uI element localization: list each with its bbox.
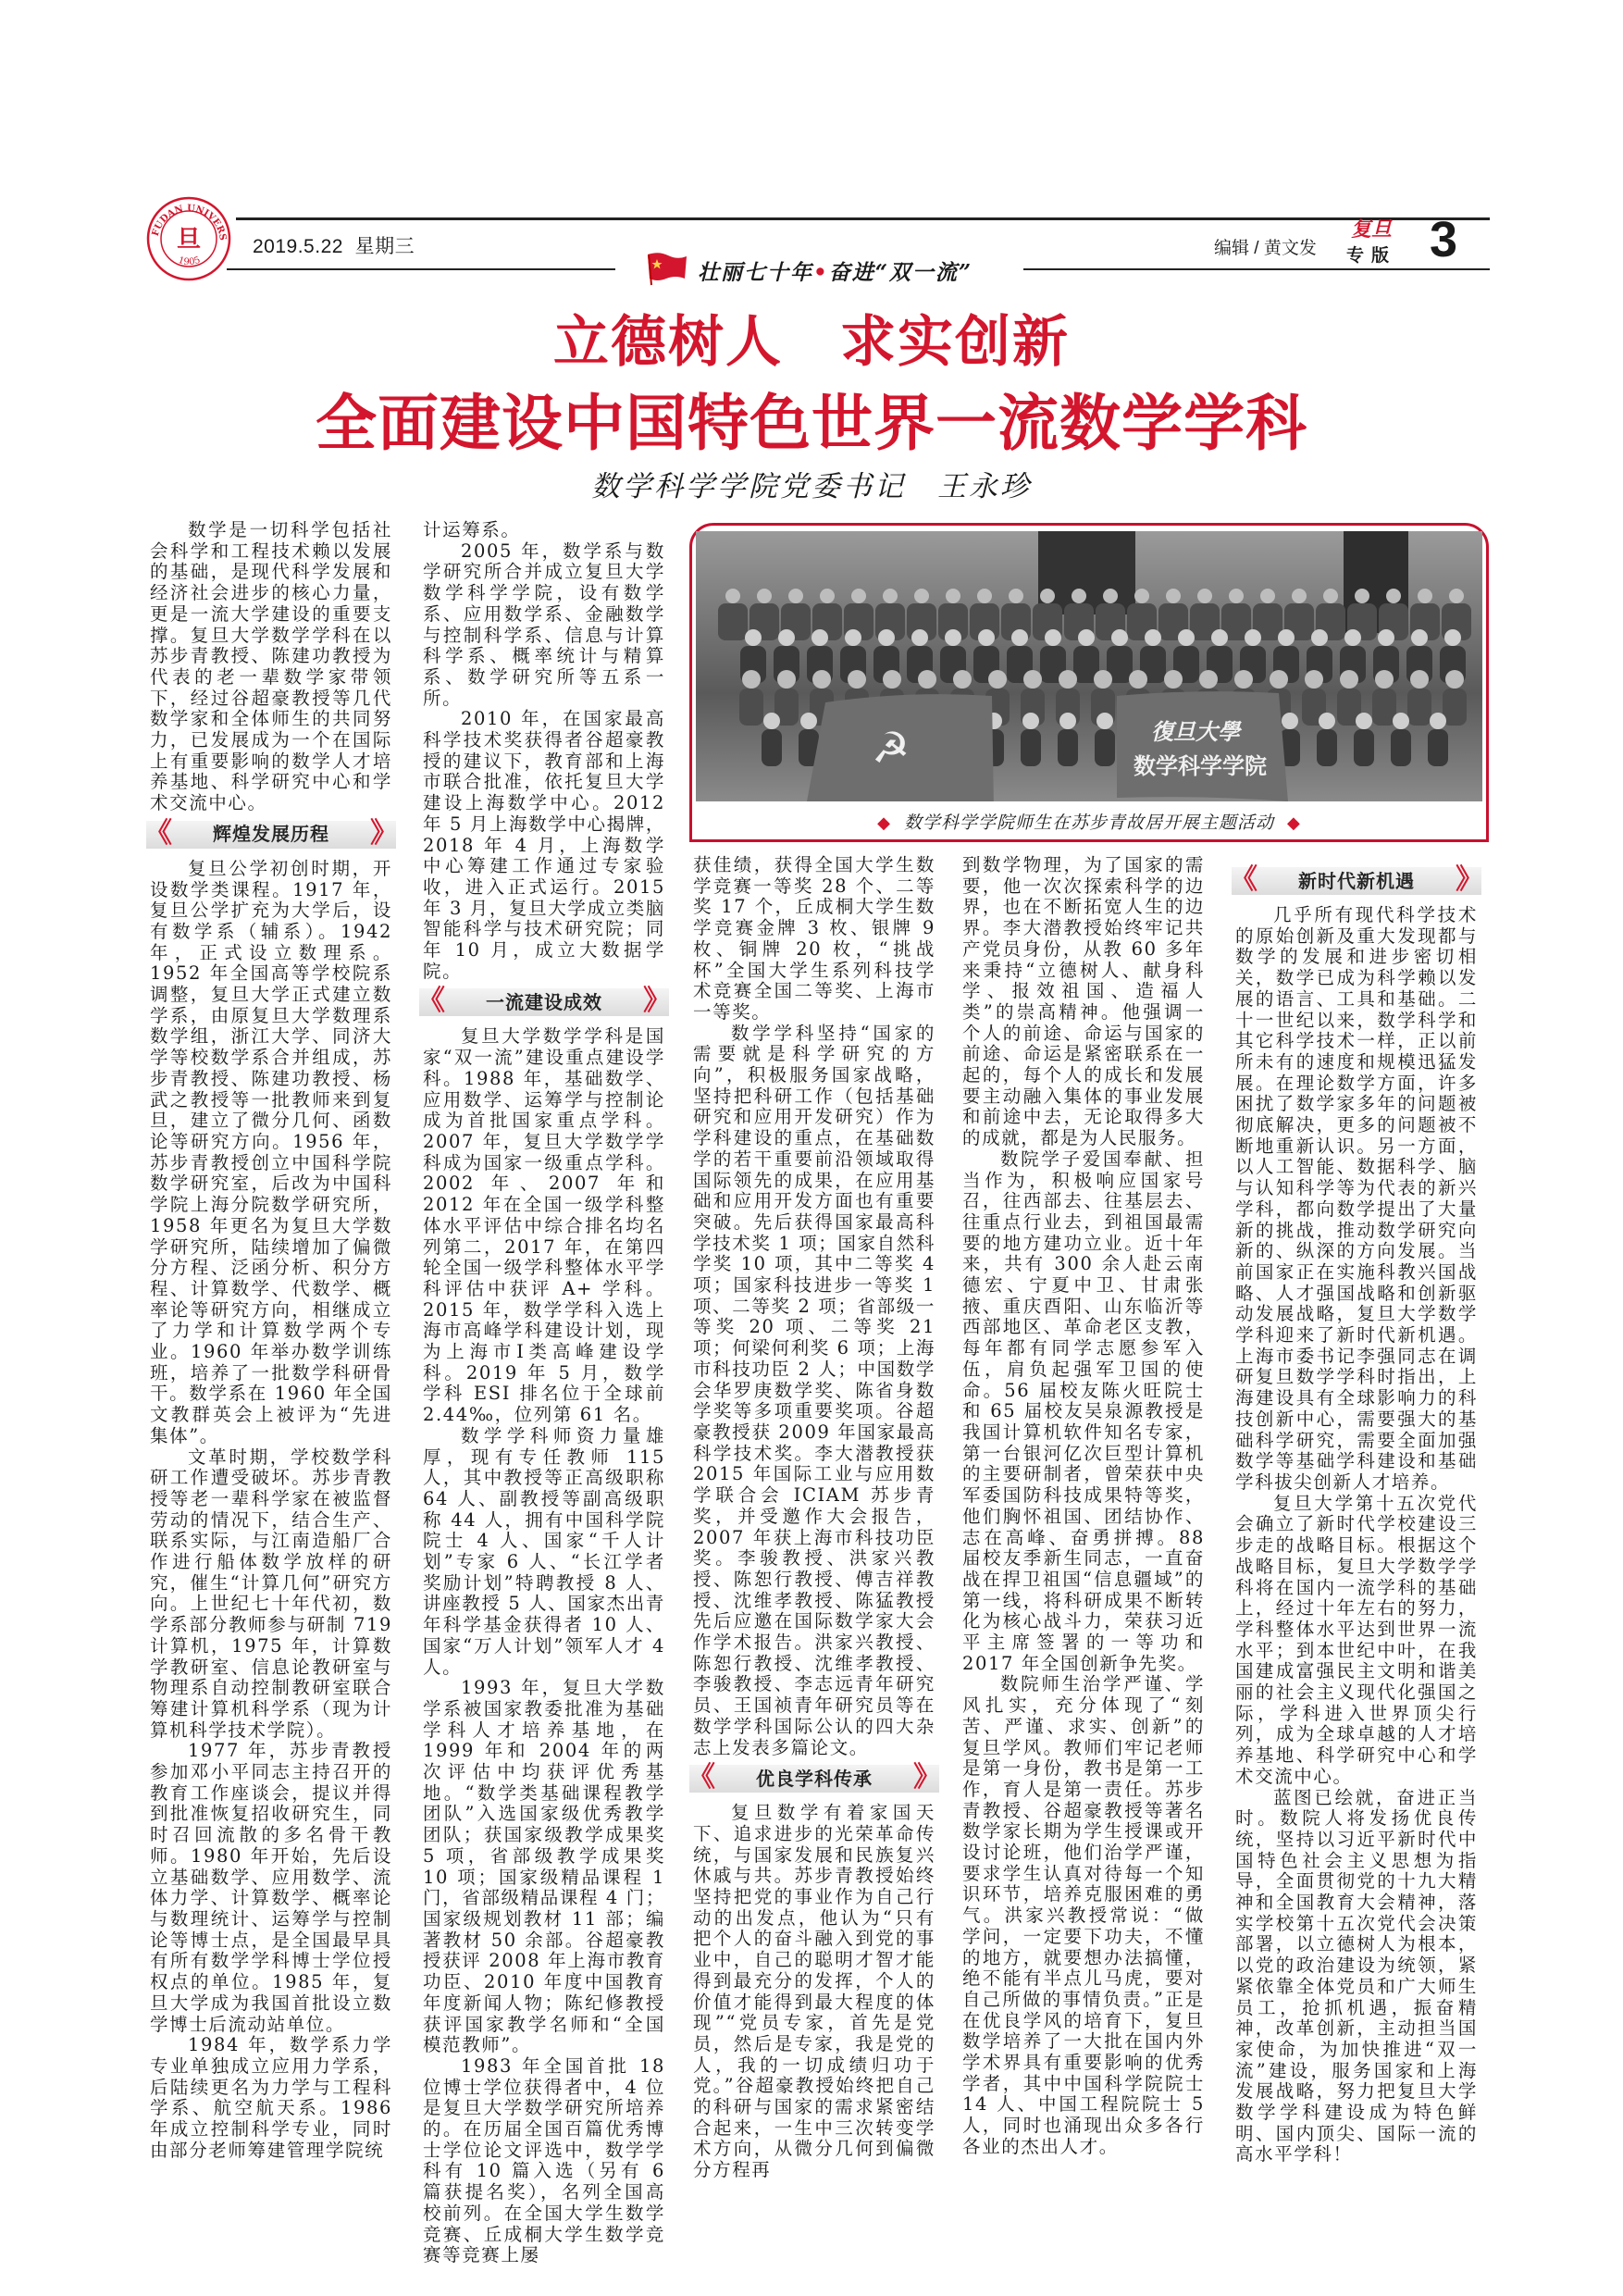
person-body [1095,729,1115,766]
person-head [1166,589,1181,603]
article-paragraph: 复旦大学第十五次党代会确立了新时代学校建设三步走的战略目标。根据这个战略目标，复旦大学数学学科将在国内一流学科的基础上，经过十年左右的努力，学科整体水平达到世界一流水平；到本世纪中叶，在我国建成富强民主文明和谐美丽的社会主义现代化强国之际，学科进入世界顶尖行列，成为全球卓越的人才培养基地、科学研究中心和学术交流中心。 [1235,1492,1478,1787]
article-paragraph: 复旦公学初创时期，开设数学类课程。1917 年，复旦公学扩充为大学后，设有数学系（辅系）。1942 年，正式设立数理系。1952 年全国高等学校院系调整，复旦大学正式建立数学系，由原复旦大学数理系数学组，浙江大学、同济大学等校数学系合并组成，苏步青教授、陈建功教授、杨武之教授等一批教师来到复旦，建立了微分几何、函数论等研究方向。1956 年，苏步青教授创立中国科学院数学研究室，后改为中国科学院上海分院数学研究所，1958 年更名为复旦大学数学研究所，陆续增加了偏微分方程、泛函分析、积分方程、计算数学、代数学、概率论等研究方向，相继成立了力学和计算数学两个专业。1960 年举办数学训练班，培养了一批数学科研骨干。数学系在 1960 年全国文教群英会上被评为“先进集体”。 [150,857,392,1446]
photo-caption: ◆ 数学科学学院师生在苏步青故居开展主题活动 ◆ [877,813,1301,833]
double-chevron-right-icon: 》 [913,1761,935,1794]
person-head [1145,629,1161,646]
header-rule-left [227,268,615,270]
person-body [718,603,748,640]
section-header [144,816,396,850]
person-head [788,589,803,603]
diamond-icon: ◆ [877,813,891,833]
article-paragraph: 1984 年，数学系力学专业单独成立应用力学系，后陆续更名为力学与工程科学系、航空航天系。1986 年成立控制科学专业，同时由部分老师筹建管理学院统 [150,2034,392,2161]
university-seal-logo [146,196,231,281]
article-paragraph: 1983 年全国首批 18 位博士学位获得者中，4 位是复旦大学数学研究所培养的。在历届全国百篇优秀博士学位论文评选中，数学学科有 10 篇入选（另有 6 篇获提名奖），名列全国高校前列。在全国大学生数学竞赛、丘成桐大学生数学竞赛等竞赛上屡 [423,2054,665,2266]
section-header [688,1761,939,1794]
person-head [1234,670,1253,689]
article-paragraph: 1977 年，苏步青教授参加邓小平同志主持召开的教育工作座谈会，提议并得到批准恢复招收研究生，同时召回流散的多名骨干教师。1980 年开始，先后设立基础数学、应用数学、流体力学、计算数学、概率论与数理统计、运筹学与控制论等博士点，是全国最早具有所有数学学科博士学位授权点的单位。1985 年，复旦大学成为我国首批设立数学博士后流动站单位。 [150,1740,392,2035]
person-head [1344,629,1361,646]
person-head [812,670,831,689]
person-body [762,729,782,766]
person-head [742,670,761,689]
person-head [1059,713,1076,729]
person-head [1292,589,1307,603]
person-head [820,589,835,603]
article-paragraph: 复旦大学数学学科是国家“双一流”建设重点建设学科。1988 年，基础数学、应用数学、运筹学与控制论成为首批国家重点学科。2007 年，复旦大学数学学科成为国家一级重点学科。2002 年、2007 年和 2012 年在全国一级学科整体水平评估中综合排名均名列第二，2017 年，在第四轮全国一级学科整体水平学科评估中获评 A+ 学科。2015 年，数学学科入选上海市高峰学科建设计划，现为上海市Ⅰ类高峰建设学科。2019 年 5 月，数学学科 ESI 排名位于全球前 2.44‰，位列第 61 名。 [423,1025,665,1426]
person-head [1059,670,1077,689]
person-head [953,670,972,689]
person-head [1449,589,1464,603]
article-paragraph: 数院学子爱国奉献、担当作为，积极响应国家号召，往西部去、往基层去、往重点行业去，到祖国最需要的地方建功立业。近十年来，共有 300 余人赴云南德宏、宁夏中卫、甘肃张掖、重庆酉阳、山东临沂等西部地区、革命老区支教，每年都有同学志愿参军入伍，肩负起强军卫国的使命。56 届校友陈火旺院士和 65 届校友吴泉源教授是我国计算机软件知名专家，第一台银河亿次巨型计算机的主要研制者，曾荣获中央军委国防科技成果特等奖，他们胸怀祖国、团结协作、志在高峰、奋勇拼搏。88 届校友季新生同志，一直奋战在捍卫祖国“信息疆域”的第一线，将科研成果不断转化为核心战斗力，荣获习近平主席签署的一等功和 2017 年全国创新争先奖。 [962,1148,1205,1674]
person-head [878,629,895,646]
article-paragraph: 数学学科坚持“国家的需要就是科学研究的方向”，积极服务国家战略，坚持把科研工作（包括基础研究和应用开发研究）作为学科建设的重点，在基础数学的若干重要前沿领域取得国际领先的成果，在应用基础和应用开发方面也有重要突破。先后获得国家最高科学技术奖 1 项；国家自然科学奖 10 项，其中二等奖 4 项；国家科技进步一等奖 1 项、二等奖 2 项；省部级一等奖 20 项、二等奖 21 项；何梁何利奖 6 项；上海市科技功臣 2 人；中国数学会华罗庚数学奖、陈省身数学奖等多项重要奖项。谷超豪教授获 2009 年国家最高科学技术奖。李大潜教授获 2015 年国际工业与应用数学联合会 ICIAM 苏步青奖，并受邀作大会报告，2007 年获上海市科技功臣奖。李骏教授、洪家兴教授、陈恕行教授、傅吉祥教授、沈维孝教授、陈猛教授先后应邀在国际数学家大会作学术报告。洪家兴教授、陈恕行教授、沈维孝教授、李骏教授、李志远青年研究员、王国祯青年研究员等在数学学科国际公认的四大杂志上发表多篇论文。 [693,1022,935,1758]
person-head [978,629,995,646]
person-head [848,670,866,689]
person-head [1178,629,1195,646]
person-head [1023,670,1042,689]
double-chevron-left-icon: 《 [144,816,167,850]
person-head [1270,670,1288,689]
person-head [1393,713,1409,729]
page-number: 3 [1430,212,1458,267]
person-head [800,713,817,729]
person-head [1011,629,1028,646]
person-head [812,629,828,646]
person-head [988,670,1007,689]
person-head [725,589,740,603]
article-paragraph: 几乎所有现代科学技术的原始创新及重大发现都与数学的发展和进步密切相关，数学已成为科学赖以发展的语言、工具和基础。二十一世纪以来，数学科学和其它科学技术一样，正以前所未有的速度和规模迅猛发展。在理论数学方面，许多困扰了数学家多年的问题被彻底解决，更多的问题被不断地重新认识。另一方面，以人工智能、数据科学、脑与认知科学等为代表的新兴学科，都向数学提出了大量新的挑战，推动数学研究向新的、纵深的方向发展。当前国家正在实施科教兴国战略、人才强国战略和创新驱动发展战略，复旦大学数学学科迎来了新时代新机遇。上海市委书记李强同志在调研复旦数学学科时指出，上海建设具有全球影响力的科技创新中心，需要强大的基础科学研究，需要全面加强数学等基础学科建设和基础学科拔尖创新人才培养。 [1235,904,1478,1493]
article-column-5 [1230,861,1478,2166]
article-paragraph: 2010 年，在国家最高科学技术奖获得者谷超豪教授的建议下，教育部和上海市联合批准，依托复旦大学建设上海数学中心。2012 年 5 月上海数学中心揭牌，2018 年 4 月，上海数学中心筹建工作通过专家验收，进入正式运行。2015 年 3 月，复旦大学成立类脑智能科学与技术研究院；同年 10 月，成立大数据学院。 [423,708,665,982]
headline-line-2: 全面建设中国特色世界一流数学学科 [316,388,1307,459]
person-head [1444,629,1461,646]
person-body [1354,729,1374,766]
person-head [1319,713,1335,729]
section-title: 辉煌发展历程 [213,823,329,846]
person-head [763,713,780,729]
double-chevron-right-icon: 》 [643,985,665,1018]
article-paragraph: 获佳绩，获得全国大学生数学竞赛一等奖 28 个、二等奖 17 个，丘成桐大学生数学竞赛金牌 3 枚、银牌 9 枚、铜牌 20 枚，“挑战杯”全国大学生系列科技学术竞赛全国二等奖、上海市一等奖。 [693,854,935,1023]
section-title: 优良学科传承 [756,1767,873,1790]
person-head [1164,670,1183,689]
person-head [911,629,928,646]
headline-line-1: 立德树人 求实创新 [553,310,1070,375]
person-head [851,589,866,603]
person-head [1040,589,1055,603]
person-head [1323,589,1338,603]
person-body [1317,729,1337,766]
svg-text:復旦大學: 復旦大學 [1151,718,1240,745]
person-head [777,670,796,689]
article-paragraph: 复旦数学有着家国天下、追求进步的光荣革命传统，与国家发展和民族复兴休戚与共。苏步青教授始终坚持把党的事业作为自己行动的出发点，他认为“只有把个人的奋斗融入到党的事业中，自己的聪明才智才能得到最充分的发挥，个人的价值才能得到最大程度的体现”“党员专家，首先是党员，然后是专家，我是党的人，我的一切成绩归功于党。”谷超豪教授始终把自己的科研与国家的需求紧密结合起来，一生中三次转变学术方向，从微分几何到偏微分方程再 [693,1802,935,2181]
person-head [1356,713,1372,729]
group-photo [696,531,1482,801]
edition-label: 复旦 专版 [1345,217,1396,266]
person-head [918,670,936,689]
svg-text:数学科学学院: 数学科学学院 [1134,753,1267,779]
article-paragraph: 计运筹系。 [423,519,521,540]
person-body [1407,689,1431,726]
party-flag [807,694,994,801]
article-column-2 [417,519,665,2266]
photo-frame [689,523,1489,842]
person-head [1078,629,1095,646]
section-title: 新时代新机遇 [1298,869,1415,892]
article-column-1 [144,519,392,2161]
double-chevron-left-icon: 《 [688,1761,710,1794]
person-head [1386,589,1401,603]
person-head [945,629,961,646]
article-paragraph: 到数学物理，为了国家的需要，他一次次探索科学的边界，也在不断拓宽人生的边界。李大潜教授始终牢记共产党员身份，从教 60 多年来秉持“立德树人、献身科学、报效祖国、造福人类”的崇高精神。他强调一个人的前途、命运与国家的前途、命运是紧密联系在一起的，每个人的成长和发展要主动融入集体的事业发展和前途中去，无论取得多大的成就，都是为人民服务。 [962,854,1205,1149]
person-head [757,589,772,603]
article-paragraph: 2005 年，数学系与数学研究所合并成立复旦大学数学科学学院，设有数学系、应用数学系、金融数学与控制科学系、信息与计算科学系、概率统计与精算系、数学研究所等五系一所。 [423,540,665,709]
person-head [1096,713,1113,729]
header-rule-right [1022,268,1490,270]
diamond-icon: ◆ [1287,813,1301,833]
person-head [1418,589,1432,603]
person-head [778,629,795,646]
issue-date: 2019.5.22 星期三 [253,236,415,257]
person-head [1430,713,1446,729]
person-head [1009,589,1023,603]
article-paragraph: 1993 年，复旦大学数学系被国家教委批准为基础学科人才培养基地，在 1999 年和 2004 年的两次评估中均获评优秀基地。“数学类基础课程教学团队”入选国家级优秀教学团队；获国家级教学成果奖 5 项，省部级教学成果奖 10 项；国家级精品课程 1 门，省部级精品课程 4 门；国家级规划教材 11 部；编著教材 50 余部。谷超豪教授获评 2008 年上海市教育功臣、2010 年度中国教育年度新闻人物；陈纪修教授获评国家教学名师和“全国模范教师”。 [423,1677,665,2056]
person-head [883,589,898,603]
section-title: 一流建设成效 [486,991,602,1014]
person-head [1411,629,1428,646]
article-paragraph: 文革时期，学校数学科研工作遭受破坏。苏步青教授等老一辈科学家在被监督劳动的情况下，结合生产、联系实际，与江南造船厂合作进行船体数学放样的研究，催生“计算几何”研究方向。上世纪七十年代初，数学系部分教师参与研制 719 计算机，1975 年，计算数学教研室、信息论教研室与物理系自动控制教研室联合筹建计算机科学系（现为计算机科学技术学院）。 [150,1446,392,1741]
person-head [1410,670,1429,689]
article-column-3 [688,854,935,2181]
person-head [1045,629,1061,646]
person-head [1022,713,1039,729]
person-head [1229,589,1244,603]
double-chevron-right-icon: 》 [370,816,392,850]
person-head [1375,670,1394,689]
person-head [1197,589,1212,603]
hammer-sickle-icon: ☭ [872,723,911,773]
person-head [1305,670,1323,689]
person-head [977,589,992,603]
person-head [1282,713,1298,729]
svg-text:FUDAN UNIVERSITY: FUDAN UNIVERS [150,203,229,242]
college-flag [1117,691,1288,801]
person-head [1260,589,1275,603]
person-body [1058,729,1078,766]
person-head [1094,670,1112,689]
article-column-4 [962,855,1205,2158]
section-header [417,985,669,1018]
person-head [1378,629,1394,646]
person-body [739,689,763,726]
person-head [745,629,762,646]
person-body [1428,729,1448,766]
person-head [1340,670,1358,689]
person-body [1391,729,1411,766]
anniversary-banner: 壮丽七十年•奋进“双一流” [638,252,1023,289]
svg-text:旦: 旦 [176,226,202,254]
person-body [1021,729,1041,766]
editor-credit: 编辑 / 黄文发 [1214,239,1317,258]
person-head [1355,589,1369,603]
double-chevron-left-icon: 《 [1230,863,1252,896]
byline: 数学科学学院党委书记 王永珍 [591,470,1032,503]
person-head [1278,629,1295,646]
top-rule [236,217,1490,220]
person-head [1103,589,1118,603]
person-head [1211,629,1228,646]
person-head [946,589,960,603]
person-head [1445,670,1464,689]
person-head [1072,589,1086,603]
svg-text:1905: 1905 [177,254,202,268]
article-paragraph: 数院师生治学严谨、学风扎实，充分体现了“刻苦、严谨、求实、创新”的复旦学风。教师们牢记老师是第一身份，教书是第一工作，育人是第一责任。苏步青教授、谷超豪教授等著名数学家长期为学生授课或开设讨论班，他们治学严谨，要求学生认真对待每一个知识环节，培养克服困难的勇气。洪家兴教授常说：“做学问，一定要下功夫，不懂的地方，就要想办法搞懂，绝不能有半点儿马虎，要对自己所做的事情负责。”正是在优良学风的培育下，复旦数学培养了一大批在国内外学术界具有重要影响的优秀学者，其中中国科学院院士 14 人、中国工程院院士 5 人，同时也涌现出众多各行各业的杰出人才。 [962,1673,1205,2157]
red-flag-icon [646,251,688,290]
double-chevron-right-icon: 》 [1456,863,1478,896]
person-head [1129,670,1147,689]
article-paragraph: 蓝图已绘就，奋进正当时。数院人将发扬优良传统，坚持以习近平新时代中国特色社会主义思想为指导，全面贯彻党的十九大精神和全国教育大会精神，落实学校第十五次党代会决策部署，以立德树人为根本，以党的政治建设为统领，紧紧依靠全体党员和广大师生员工，抢抓机遇，振奋精神，改革创新，主动担当国家使命，为加快推进“双一流”建设，服务国家和上海发展战略，努力把复旦大学数学学科建设成为特色鲜明、国内顶尖、国际一流的高水平学科！ [1235,1786,1478,2166]
article-paragraph: 数学是一切科学包括社会科学和工程技术赖以发展的基础，是现代科学发展和经济社会进步的核心力量，更是一流大学建设的重要支撑。复旦大学数学学科在以苏步青教授、陈建功教授为代表的老一辈数学家带领下，经过谷超豪教授等几代数学家和全体师生的共同努力，已发展成为一个在国际上有重要影响的数学人才培养基地、科学研究中心和学术交流中心。 [150,519,392,814]
person-head [883,670,901,689]
person-head [1245,629,1261,646]
double-chevron-left-icon: 《 [417,985,440,1018]
person-head [1199,670,1218,689]
person-head [1111,629,1128,646]
person-head [1134,589,1149,603]
person-head [845,629,861,646]
section-header [1230,863,1481,896]
article-paragraph: 数学学科师资力量雄厚，现有专任教师 115 人，其中教授等正高级职称 64 人、副教授等副高级职称 44 人，拥有中国科学院院士 4 人、国家“千人计划”专家 6 人、“长江学者奖励计划”特聘教授 8 人、讲座教授 5 人、国家杰出青年科学基金获得者 10 人、国家“万人计划”领军人才 4 人。 [423,1424,665,1678]
person-head [1311,629,1328,646]
person-head [914,589,929,603]
